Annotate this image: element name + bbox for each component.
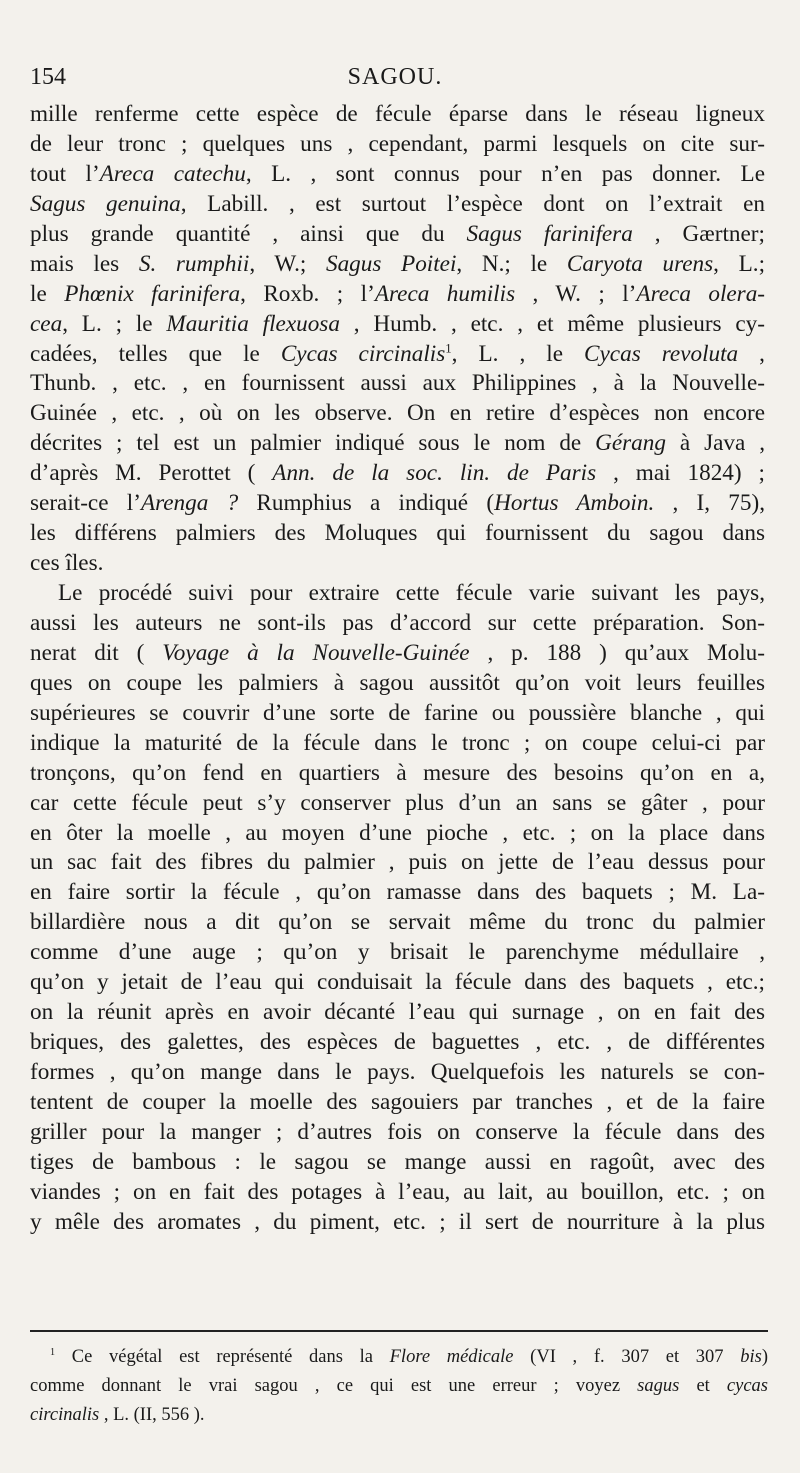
footnote xyxy=(30,1343,768,1430)
body-line xyxy=(30,1148,765,1178)
italic-text: Areca catechu xyxy=(99,160,246,187)
text-run: , L. ; le xyxy=(62,310,167,337)
body-line xyxy=(30,310,765,340)
text-run: en ôter la moelle , au moyen d’une pioche , etc. ; on la place dans xyxy=(30,819,765,846)
text-run: de leur tronc ; quelques uns , cependant, parmi lesquels on cite sur- xyxy=(30,130,765,157)
italic-text: Caryota urens xyxy=(566,250,714,277)
text-run: mais les xyxy=(30,250,139,277)
italic-text: cycas xyxy=(726,1376,768,1396)
footnote-rule xyxy=(30,1330,768,1332)
text-run: Thunb. , etc. , en fournissent aussi aux Philippines , à la Nouvelle- xyxy=(30,370,765,397)
body-line xyxy=(30,878,765,908)
body-line xyxy=(30,459,765,489)
text-run: , xyxy=(738,340,765,367)
italic-text: Arenga ? xyxy=(140,490,239,517)
text-run: billardière nous a dit qu’on se servait même du tronc du palmier xyxy=(30,909,765,936)
italic-text: Sagus genuina xyxy=(30,190,181,217)
footnote-line xyxy=(30,1372,768,1401)
body-line xyxy=(30,938,765,968)
text-run: , L. (II, 556 ). xyxy=(99,1405,205,1425)
body-line xyxy=(30,489,765,519)
text-run: ces îles. xyxy=(30,550,104,577)
text-run: ques on coupe les palmiers à sagou aussitôt qu’on voit leurs feuilles xyxy=(30,669,765,696)
italic-text: Gérang xyxy=(595,430,666,457)
text-run: , W. ; l’ xyxy=(515,280,637,307)
text-run: qu’on y jetait de l’eau qui conduisait la fécule dans des baquets , etc.; xyxy=(30,969,765,996)
text-run: y mêle des aromates , du piment, etc. ; il sert de nourriture à la plus xyxy=(30,1208,765,1235)
italic-text: cea xyxy=(30,310,63,337)
body-line xyxy=(30,699,765,729)
text-run: tout l’ xyxy=(30,160,100,187)
text-run: , mai 1824) ; xyxy=(596,460,766,487)
body-line xyxy=(30,519,765,549)
text-run: Guinée , etc. , où on les observe. On en retire d’espèces non encore xyxy=(30,400,765,427)
body-line xyxy=(30,1028,765,1058)
text-run: , L. , sont connus pour n’en pas donner. Le xyxy=(245,160,765,187)
body-line xyxy=(30,130,765,160)
body-line xyxy=(30,609,765,639)
text-run: formes , qu’on mange dans le pays. Quelquefois les naturels se con- xyxy=(30,1059,765,1085)
page-number: 154 xyxy=(30,64,66,90)
text-run: tentent de couper la moelle des sagouiers par tranches , et de la faire xyxy=(30,1088,765,1115)
text-run: , L.; xyxy=(713,250,766,277)
body-line xyxy=(30,1058,765,1088)
italic-text: Areca humilis xyxy=(374,280,516,307)
body-line xyxy=(30,549,765,579)
text-run: les différens palmiers des Moluques qui fournissent du sagou dans xyxy=(30,520,765,547)
italic-text: Mauritia flexuosa xyxy=(166,310,340,337)
text-run: , L. , le xyxy=(451,340,585,367)
text-run: à Java , xyxy=(665,430,765,457)
body-line xyxy=(30,639,765,669)
body-line xyxy=(30,429,765,459)
text-run: comme donnant le vrai sagou , ce qui est une erreur ; voyez xyxy=(30,1376,638,1396)
text-run: indique la maturité de la fécule dans le tronc ; on coupe celui-ci par xyxy=(30,729,765,756)
text-run: d’après M. Perottet ( xyxy=(30,460,273,487)
text-run: car cette fécule peut s’y conserver plus d’un an sans se gâter , pour xyxy=(30,789,765,816)
text-run: Le procédé suivi pour extraire cette fécule varie suivant les pays, xyxy=(58,580,765,606)
body-line xyxy=(30,908,765,938)
body-line xyxy=(30,998,765,1028)
text-run: , Roxb. ; l’ xyxy=(240,280,375,307)
body-line xyxy=(30,759,765,789)
text-run: décrites ; tel est un palmier indiqué sous le nom de xyxy=(30,430,596,457)
body-line xyxy=(30,1208,765,1238)
text-run: et xyxy=(679,1376,727,1396)
text-run: Rumphius a indiqué ( xyxy=(238,490,495,517)
body-line xyxy=(30,1178,765,1208)
body-line xyxy=(30,369,765,399)
text-run: en faire sortir la fécule , qu’on ramasse dans des baquets ; M. La- xyxy=(30,879,765,906)
italic-text: Hortus Amboin. xyxy=(494,490,655,517)
body-line xyxy=(30,190,765,220)
text-run: supérieures se couvrir d’une sorte de farine ou poussière blanche , qui xyxy=(30,699,765,726)
text-run: aussi les auteurs ne sont-ils pas d’accord sur cette préparation. Son- xyxy=(30,609,765,636)
text-run: viandes ; on en fait des potages à l’eau, au lait, au bouillon, etc. ; on xyxy=(30,1178,765,1205)
body-line xyxy=(30,340,765,370)
text-run: , W.; xyxy=(249,250,326,277)
body-line xyxy=(30,280,765,310)
italic-text: Cycas circinalis xyxy=(280,340,446,367)
body-line xyxy=(30,250,765,280)
text-run: , p. 188 ) qu’aux Molu- xyxy=(469,639,765,666)
italic-text: Cycas revoluta xyxy=(584,340,739,367)
footnote-marker: 1 xyxy=(50,1346,56,1358)
footnote-line xyxy=(30,1343,768,1372)
italic-text: sagus xyxy=(637,1376,680,1396)
text-run: cadées, telles que le xyxy=(30,340,281,367)
text-run: , Humb. , etc. , et même plusieurs cy- xyxy=(339,310,765,337)
text-run: tronçons, qu’on fend en quartiers à mesure des besoins qu’on en a, xyxy=(30,759,765,786)
italic-text: Areca olera- xyxy=(636,280,766,307)
text-run: briques, des galettes, des espèces de baguettes , etc. , de différentes xyxy=(30,1029,765,1056)
body-line xyxy=(30,399,765,429)
text-run: nerat dit ( xyxy=(30,639,163,666)
running-title: SAGOU. xyxy=(347,64,443,90)
text-run: on la réunit après en avoir décanté l’eau qui surnage , on en fait des xyxy=(30,999,765,1026)
footnote-line xyxy=(30,1401,768,1430)
text-run: (VI , f. 307 et 307 xyxy=(513,1347,741,1367)
page-header xyxy=(30,64,760,104)
text-run: serait-ce l’ xyxy=(30,490,141,517)
footnote-marker: 1 xyxy=(445,340,452,355)
text-run: Ce végétal est représenté dans la xyxy=(55,1347,390,1367)
text-run: plus grande quantité , ainsi que du xyxy=(30,220,467,247)
text-run: le xyxy=(30,280,65,307)
body-line xyxy=(30,220,765,250)
italic-text: Sagus Poitei xyxy=(325,250,457,277)
body-line xyxy=(30,968,765,998)
italic-text: S. rumphii xyxy=(138,250,250,277)
italic-text: Phœnix farinifera xyxy=(64,280,241,307)
body-line xyxy=(30,669,765,699)
text-run: tiges de bambous : le sagou se mange aussi en ragoût, avec des xyxy=(30,1148,765,1175)
body-text xyxy=(30,100,765,1238)
text-run: griller pour la manger ; d’autres fois on conserve la fécule dans des xyxy=(30,1118,765,1145)
text-run: un sac fait des fibres du palmier , puis on jette de l’eau dessus pour xyxy=(30,849,765,876)
body-line xyxy=(30,160,765,190)
text-run: ) xyxy=(761,1347,768,1367)
text-run: , Gærtner; xyxy=(632,220,765,247)
text-run: , I, 75), xyxy=(654,490,766,517)
body-line xyxy=(30,789,765,819)
body-line xyxy=(30,819,765,849)
text-run: , Labill. , est surtout l’espèce dont on l’extrait en xyxy=(180,190,765,217)
body-line xyxy=(30,1118,765,1148)
italic-text: bis xyxy=(740,1347,762,1367)
text-run: , N.; le xyxy=(456,250,567,277)
body-line xyxy=(30,729,765,759)
text-run: comme d’une auge ; qu’on y brisait le parenchyme médullaire , xyxy=(30,939,765,966)
body-line xyxy=(30,1088,765,1118)
italic-text: Flore médicale xyxy=(389,1347,514,1367)
body-line xyxy=(30,579,765,609)
italic-text: Voyage à la Nouvelle-Guinée xyxy=(162,639,470,666)
text-run: mille renferme cette espèce de fécule éparse dans le réseau ligneux xyxy=(30,101,765,127)
italic-text: Sagus farinifera xyxy=(466,220,633,247)
body-line xyxy=(30,100,765,130)
body-line xyxy=(30,848,765,878)
italic-text: Ann. de la soc. lin. de Paris xyxy=(272,460,597,487)
italic-text: circinalis xyxy=(30,1405,100,1425)
